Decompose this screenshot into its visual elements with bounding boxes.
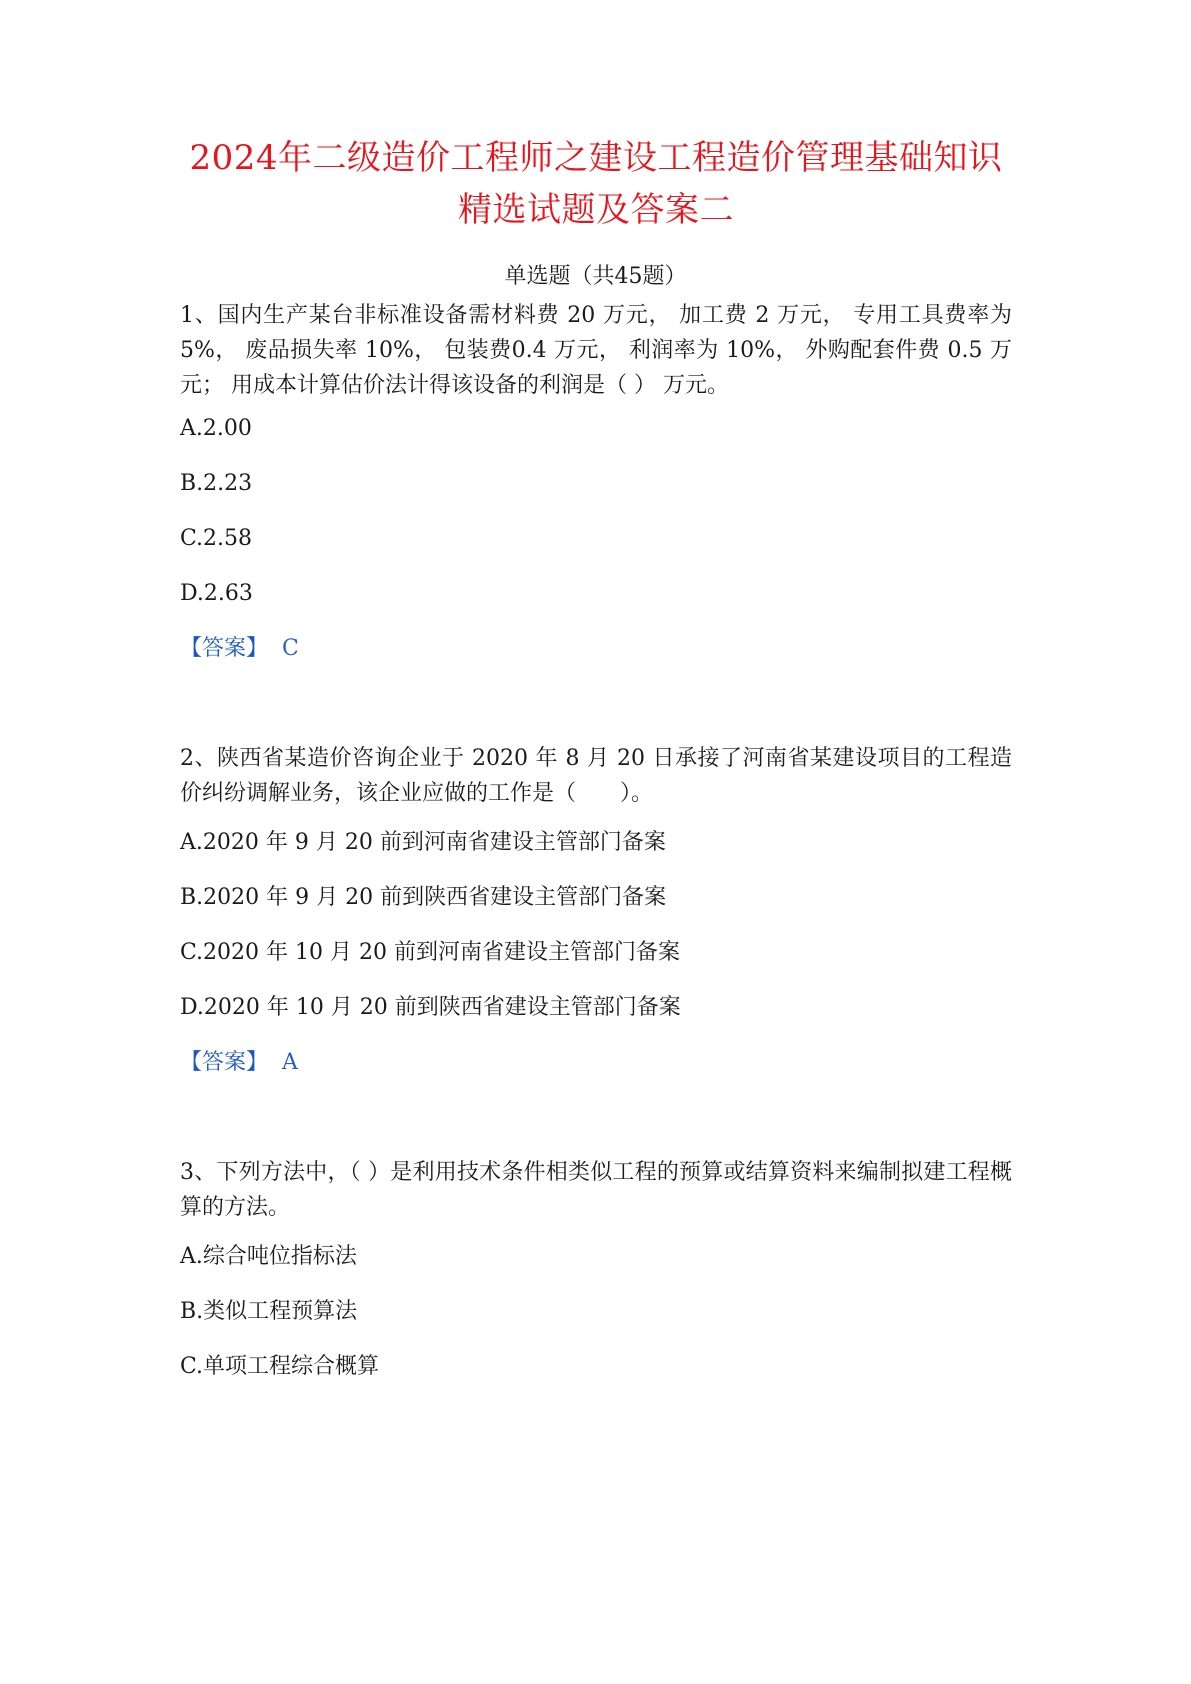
question-2-stem: 2、陕西省某造价咨询企业于 2020 年 8 月 20 日承接了河南省某建设项目的工程造价纠纷调解业务，该企业应做的工作是（ ）。 bbox=[180, 746, 1012, 806]
question-3-option-a: A.综合吨位指标法 bbox=[180, 1244, 357, 1269]
answer-tag: 【答案】 bbox=[180, 636, 269, 661]
question-3-stem: 3、下列方法中，（ ）是利用技术条件相类似工程的预算或结算资料来编制拟建工程概算的方法。 bbox=[180, 1160, 1012, 1220]
question-1-option-d: D.2.63 bbox=[180, 581, 253, 606]
answer-value: A bbox=[282, 1050, 298, 1075]
question-3-option-b: B.类似工程预算法 bbox=[180, 1299, 358, 1324]
section-heading: 单选题（共45题） bbox=[504, 264, 687, 289]
answer-value: C bbox=[282, 636, 299, 661]
question-2-option-a: A.2020 年 9 月 20 前到河南省建设主管部门备案 bbox=[180, 830, 666, 855]
question-2-option-c: C.2020 年 10 月 20 前到河南省建设主管部门备案 bbox=[180, 940, 680, 965]
document-title: 2024年二级造价工程师之建设工程造价管理基础知识精选试题及答案二 bbox=[189, 138, 1003, 230]
question-2-answer bbox=[180, 1048, 298, 1078]
question-1-option-b: B.2.23 bbox=[180, 471, 253, 496]
question-2-option-b: B.2020 年 9 月 20 前到陕西省建设主管部门备案 bbox=[180, 885, 667, 910]
question-1-option-c: C.2.58 bbox=[180, 526, 253, 551]
question-2-option-d: D.2020 年 10 月 20 前到陕西省建设主管部门备案 bbox=[180, 995, 681, 1020]
question-1-option-a: A.2.00 bbox=[180, 416, 252, 441]
answer-tag: 【答案】 bbox=[180, 1050, 269, 1075]
question-1-answer bbox=[180, 634, 299, 664]
question-1-stem: 1、国内生产某台非标准设备需材料费 20 万元， 加工费 2 万元， 专用工具费率为 5%， 废品损失率 10%， 包装费0.4 万元， 利润率为 10%， 外购配套件费 0.5 万元； 用成本计算估价法计得该设备的利润是（ ） 万元。 bbox=[180, 303, 1012, 398]
question-3-option-c: C.单项工程综合概算 bbox=[180, 1354, 380, 1379]
